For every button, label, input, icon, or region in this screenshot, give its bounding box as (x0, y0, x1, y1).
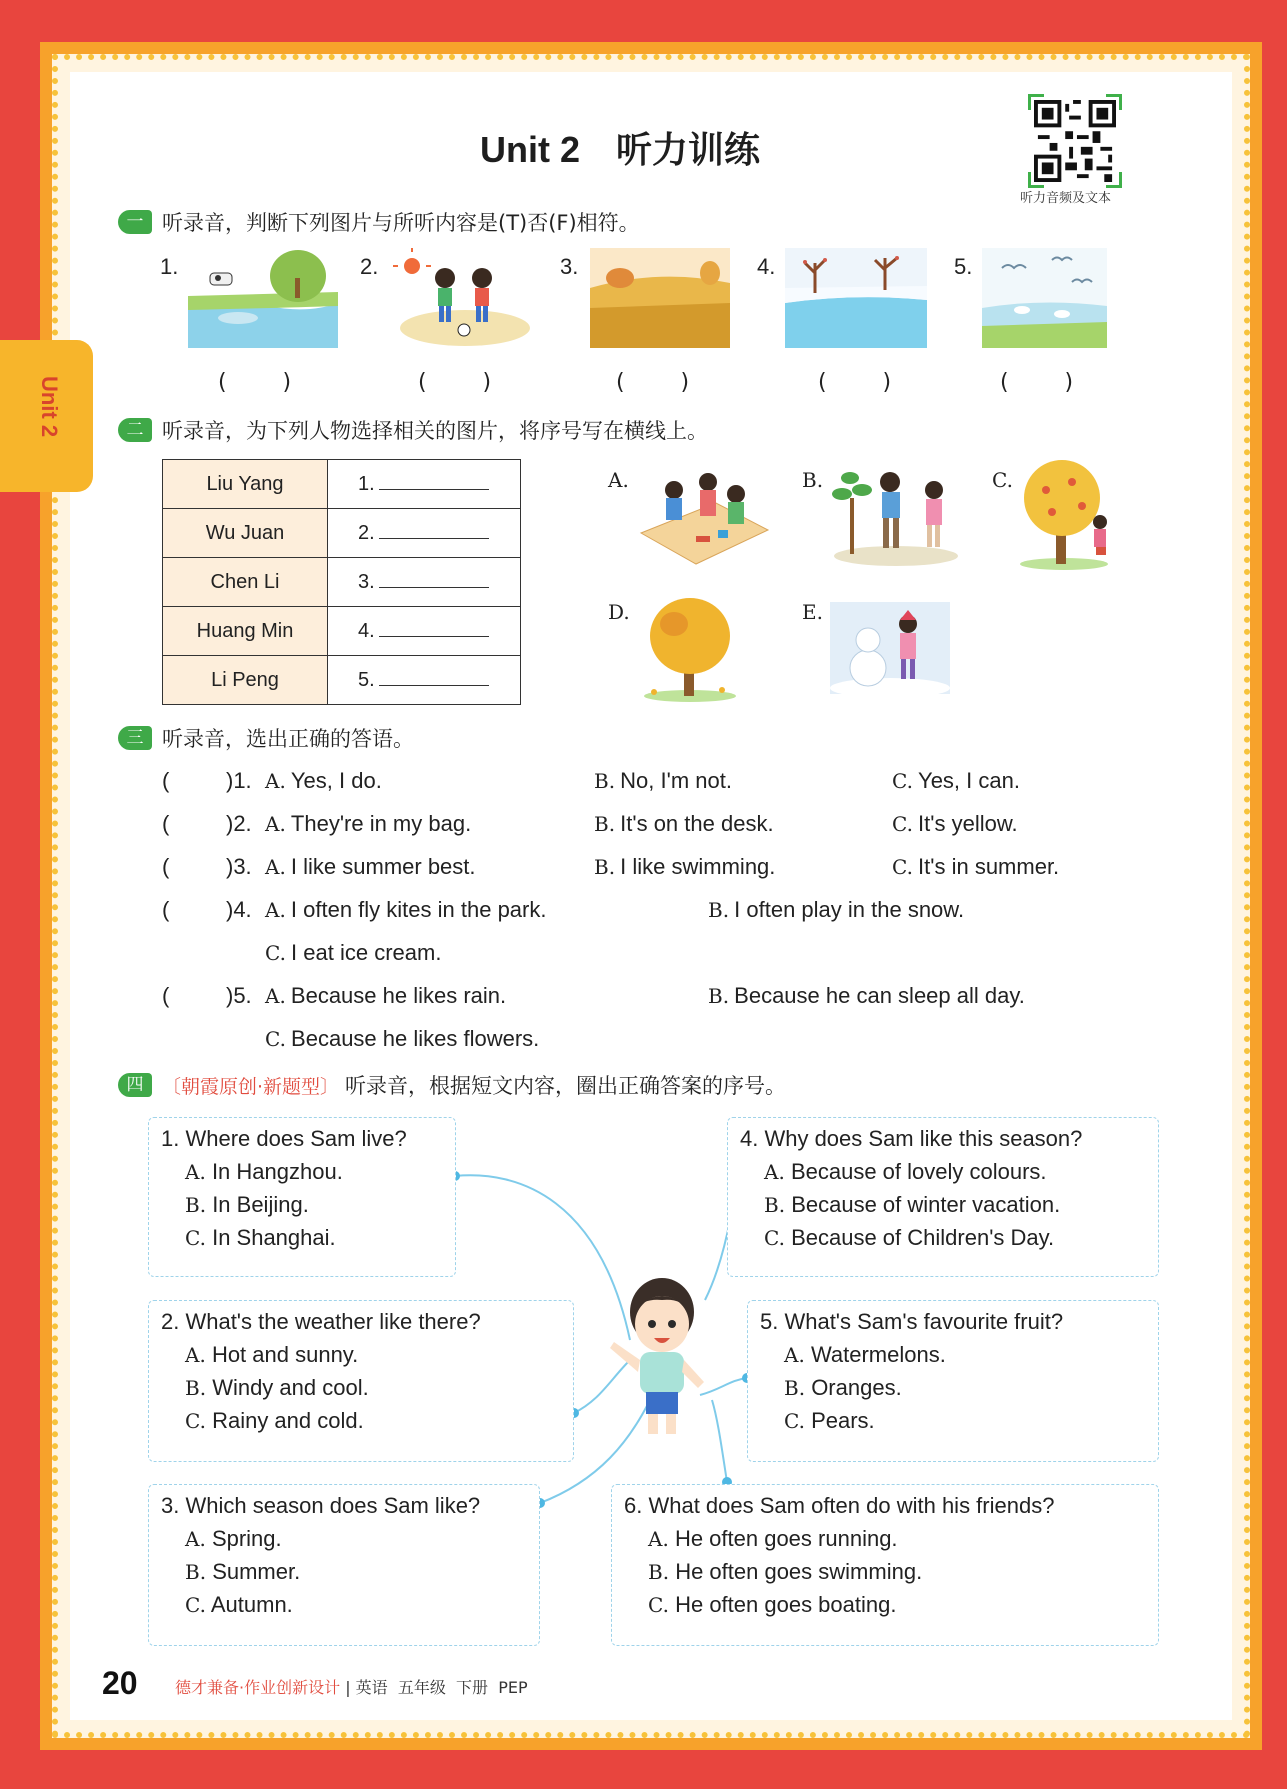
answer-cell[interactable]: 3. (328, 558, 521, 607)
option-a[interactable]: A. Spring. (185, 1526, 282, 1551)
person-name: Huang Min (163, 607, 328, 656)
option-a[interactable]: A. Yes, I do. (265, 768, 382, 793)
question-box-4 (727, 1117, 1159, 1277)
option-b[interactable]: B. I like swimming. (594, 854, 776, 879)
unit-side-tab-label: Unit 2 (37, 376, 62, 438)
option-c[interactable]: C. It's yellow. (892, 811, 1018, 836)
pic-label-a: A. (608, 468, 629, 492)
option-a[interactable]: A. Hot and sunny. (185, 1342, 359, 1367)
question-text: 3. Which season does Sam like? (161, 1493, 481, 1518)
section3-instruction: 听录音，选出正确的答语。 (162, 727, 414, 751)
page-number: 20 (102, 1665, 138, 1701)
person-name: Li Peng (163, 656, 328, 705)
s1-item-num: 3. (560, 254, 579, 279)
option-b[interactable]: B. Because he can sleep all day. (708, 983, 1025, 1008)
section1-number: 一 (118, 210, 152, 234)
option-c[interactable]: C. He often goes boating. (648, 1592, 897, 1617)
question-box-6 (611, 1484, 1159, 1646)
sam-character (600, 1272, 720, 1442)
answer-cell[interactable]: 1. (328, 460, 521, 509)
s1-item-num: 4. (757, 254, 776, 279)
question-number: )4. (226, 897, 252, 922)
answer-paren[interactable]: ( ) (218, 370, 292, 395)
answer-paren[interactable]: ( (162, 811, 170, 836)
option-a[interactable]: A. I often fly kites in the park. (265, 897, 547, 922)
qr-label: 听力音频及文本 (1020, 191, 1112, 206)
s1-item-num: 5. (954, 254, 973, 279)
answer-paren[interactable]: ( ) (1000, 370, 1074, 395)
answer-paren[interactable]: ( (162, 768, 170, 793)
question-box-1 (148, 1117, 456, 1277)
section2-instruction: 听录音，为下列人物选择相关的图片，将序号写在横线上。 (162, 419, 708, 443)
option-b[interactable]: B. I often play in the snow. (708, 897, 965, 922)
option-b[interactable]: B. Because of winter vacation. (764, 1192, 1061, 1217)
option-b[interactable]: B. It's on the desk. (594, 811, 774, 836)
question-number: )1. (226, 768, 252, 793)
question-number: )5. (226, 983, 252, 1008)
pic-label-b: B. (802, 468, 824, 492)
footer-text (175, 1675, 528, 1698)
answer-paren[interactable]: ( ) (616, 370, 690, 395)
answer-paren[interactable]: ( ) (418, 370, 492, 395)
question-box-5 (747, 1300, 1159, 1462)
option-c[interactable]: C. It's in summer. (892, 854, 1060, 879)
question-text: 4. Why does Sam like this season? (740, 1126, 1083, 1151)
question-number: )2. (226, 811, 252, 836)
answer-paren[interactable]: ( (162, 983, 170, 1008)
s1-item-num: 1. (160, 254, 179, 279)
section4-number: 四 (118, 1073, 152, 1097)
option-c[interactable]: C. I eat ice cream. (265, 940, 442, 965)
option-b[interactable]: B. Oranges. (784, 1375, 902, 1400)
question-box-2 (148, 1300, 574, 1462)
option-b[interactable]: B. Summer. (185, 1559, 301, 1584)
option-c[interactable]: C. Autumn. (185, 1592, 293, 1617)
section4-instruction: 听录音，根据短文内容，圈出正确答案的序号。 (345, 1074, 787, 1098)
person-name: Wu Juan (163, 509, 328, 558)
footer-meta: 英语 五年级 下册 PEP (355, 1678, 528, 1697)
option-c[interactable]: C. Rainy and cold. (185, 1408, 364, 1433)
option-c[interactable]: C. Because of Children's Day. (764, 1225, 1055, 1250)
pic-label-c: C. (992, 468, 1013, 492)
question-text: 1. Where does Sam live? (161, 1126, 407, 1151)
option-a[interactable]: A. I like summer best. (265, 854, 476, 879)
section2-number: 二 (118, 418, 152, 442)
question-text: 5. What's Sam's favourite fruit? (760, 1309, 1064, 1334)
answer-paren[interactable]: ( ) (818, 370, 892, 395)
question-text: 6. What does Sam often do with his friends? (624, 1493, 1055, 1518)
option-a[interactable]: A. Watermelons. (784, 1342, 946, 1367)
answer-cell[interactable]: 5. (328, 656, 521, 705)
s1-item-num: 2. (360, 254, 379, 279)
section3-number: 三 (118, 726, 152, 750)
pic-label-d: D. (608, 600, 630, 624)
footer-sep: | (345, 1678, 351, 1697)
answer-paren[interactable]: ( (162, 854, 170, 879)
original-question-tag: 〔朝霞原创·新题型〕 (162, 1075, 340, 1098)
pic-label-e: E. (802, 600, 823, 624)
page-title: Unit 2 听力训练 (480, 129, 761, 170)
answer-cell[interactable]: 4. (328, 607, 521, 656)
option-b[interactable]: B. Windy and cool. (185, 1375, 369, 1400)
option-c[interactable]: C. Pears. (784, 1408, 875, 1433)
person-name: Chen Li (163, 558, 328, 607)
option-a[interactable]: A. In Hangzhou. (185, 1159, 343, 1184)
section1-instruction: 听录音，判断下列图片与所听内容是(T)否(F)相符。 (162, 211, 640, 235)
question-number: )3. (226, 854, 252, 879)
option-a[interactable]: A. They're in my bag. (265, 811, 472, 836)
option-c[interactable]: C. Because he likes flowers. (265, 1026, 540, 1051)
question-box-3 (148, 1484, 540, 1646)
answer-cell[interactable]: 2. (328, 509, 521, 558)
option-a[interactable]: A. Because of lovely colours. (764, 1159, 1047, 1184)
option-a[interactable]: A. Because he likes rain. (265, 983, 507, 1008)
person-name: Liu Yang (163, 460, 328, 509)
option-a[interactable]: A. He often goes running. (648, 1526, 898, 1551)
option-c[interactable]: C. In Shanghai. (185, 1225, 336, 1250)
option-c[interactable]: C. Yes, I can. (892, 768, 1020, 793)
question-text: 2. What's the weather like there? (161, 1309, 481, 1334)
option-b[interactable]: B. He often goes swimming. (648, 1559, 923, 1584)
option-b[interactable]: B. In Beijing. (185, 1192, 309, 1217)
option-b[interactable]: B. No, I'm not. (594, 768, 732, 793)
answer-paren[interactable]: ( (162, 897, 170, 922)
footer-brand: 德才兼备·作业创新设计 (175, 1678, 341, 1697)
